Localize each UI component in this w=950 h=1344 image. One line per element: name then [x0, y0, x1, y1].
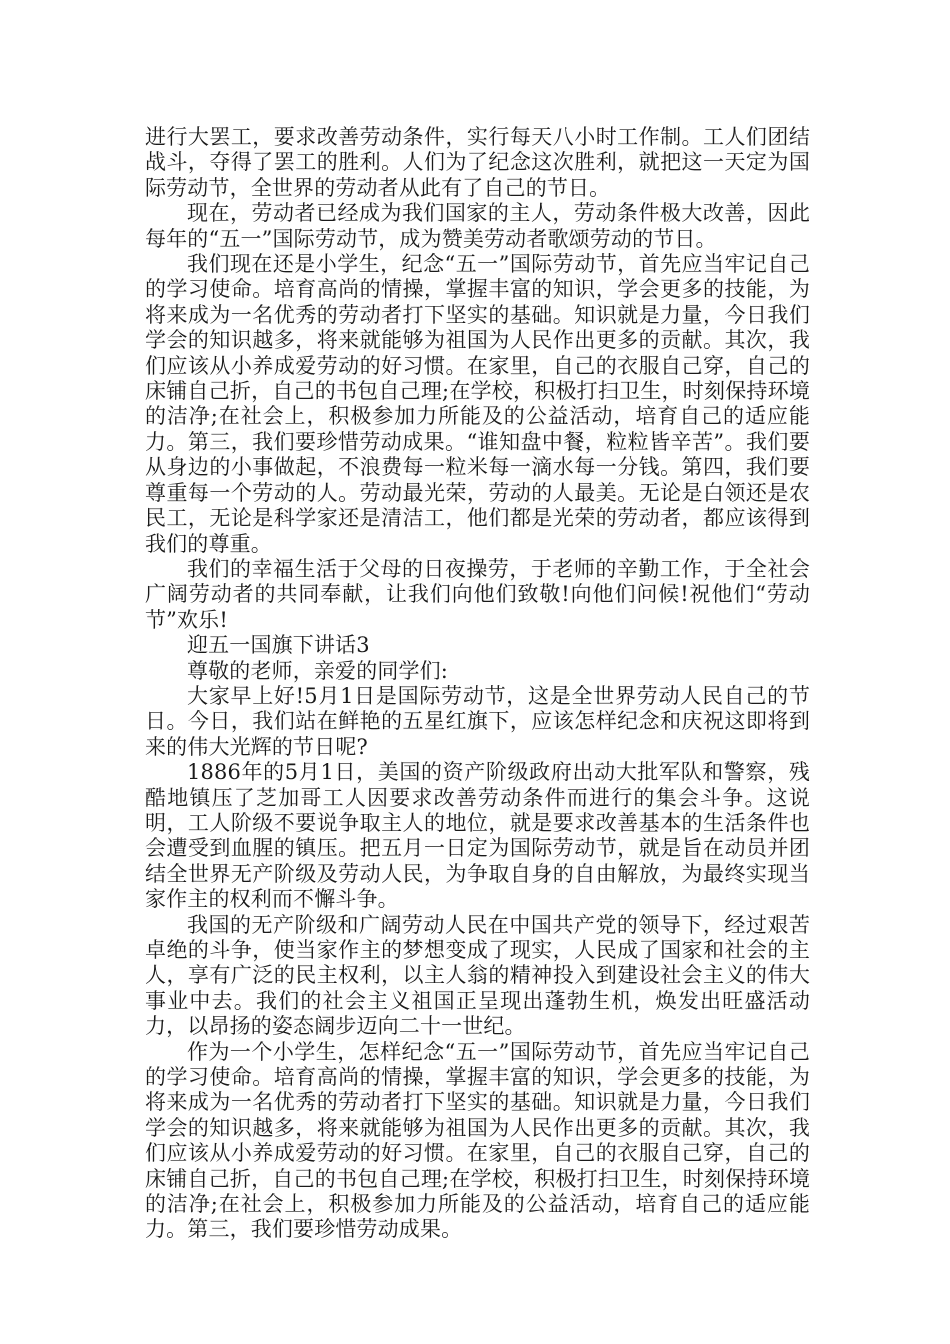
- document-page: [145, 125, 810, 1243]
- paragraph: 我们现在还是小学生，纪念“五一”国际劳动节，首先应当牢记自己的学习使命。培育高尚的情操，掌握丰富的知识，学会更多的技能，为将来成为一名优秀的劳动者打下坚实的基础。知识就是力量，今日我们学会的知识越多，将来就能够为祖国为人民作出更多的贡献。其次，我们应该从小养成爱劳动的好习惯。在家里，自己的衣服自己穿，自己的床铺自己折，自己的书包自己理;在学校，积极打扫卫生，时刻保持环境的洁净;在社会上，积极参加力所能及的公益活动，培育自己的适应能力。第三，我们要珍惜劳动成果。“谁知盘中餐，粒粒皆辛苦”。我们要从身边的小事做起，不浪费每一粒米每一滴水每一分钱。第四，我们要尊重每一个劳动的人。劳动最光荣，劳动的人最美。无论是白领还是农民工，无论是科学家还是清洁工，他们都是光荣的劳动者，都应该得到我们的尊重。: [145, 252, 810, 556]
- paragraph: 大家早上好!5月1日是国际劳动节，这是全世界劳动人民自己的节日。今日，我们站在鲜艳的五星红旗下，应该怎样纪念和庆祝这即将到来的伟大光辉的节日呢?: [145, 683, 810, 759]
- paragraph: 我们的幸福生活于父母的日夜操劳，于老师的辛勤工作，于全社会广阔劳动者的共同奉献，让我们向他们致敬!向他们问候!祝他们“劳动节”欢乐!: [145, 556, 810, 632]
- paragraph: 现在，劳动者已经成为我们国家的主人，劳动条件极大改善，因此每年的“五一”国际劳动节，成为赞美劳动者歌颂劳动的节日。: [145, 201, 810, 251]
- paragraph: 进行大罢工，要求改善劳动条件，实行每天八小时工作制。工人们团结战斗，夺得了罢工的胜利。人们为了纪念这次胜利，就把这一天定为国际劳动节，全世界的劳动者从此有了自己的节日。: [145, 125, 810, 200]
- section-heading: 迎五一国旗下讲话3: [187, 633, 370, 658]
- paragraph: 我国的无产阶级和广阔劳动人民在中国共产党的领导下，经过艰苦卓绝的斗争，使当家作主的梦想变成了现实，人民成了国家和社会的主人，享有广泛的民主权利，以主人翁的精神投入到建设社会主义的伟大事业中去。我们的社会主义祖国正呈现出蓬勃生机，焕发出旺盛活动力，以昂扬的姿态阔步迈向二十一世纪。: [145, 912, 810, 1039]
- paragraph: 作为一个小学生，怎样纪念“五一”国际劳动节，首先应当牢记自己的学习使命。培育高尚的情操，掌握丰富的知识，学会更多的技能，为将来成为一名优秀的劳动者打下坚实的基础。知识就是力量，今日我们学会的知识越多，将来就能够为祖国为人民作出更多的贡献。其次，我们应该从小养成爱劳动的好习惯。在家里，自己的衣服自己穿，自己的床铺自己折，自己的书包自己理;在学校，积极打扫卫生，时刻保持环境的洁净;在社会上，积极参加力所能及的公益活动，培育自己的适应能力。第三，我们要珍惜劳动成果。: [145, 1039, 810, 1242]
- salutation: 尊敬的老师，亲爱的同学们:: [187, 658, 449, 683]
- paragraph: 1886年的5月1日，美国的资产阶级政府出动大批军队和警察，残酷地镇压了芝加哥工人因要求改善劳动条件而进行的集会斗争。这说明，工人阶级不要说争取主人的地位，就是要求改善基本的生活条件也会遭受到血腥的镇压。把五月一日定为国际劳动节，就是旨在动员并团结全世界无产阶级及劳动人民，为争取自身的自由解放，为最终实现当家作主的权利而不懈斗争。: [145, 760, 810, 912]
